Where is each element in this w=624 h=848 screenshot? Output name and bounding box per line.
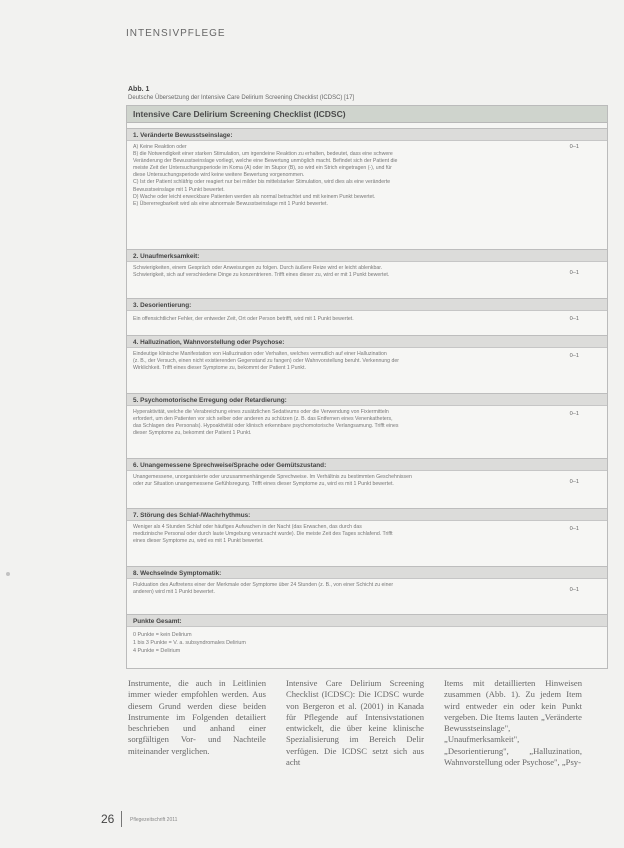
score-range: 0–1 [569, 353, 579, 359]
section-1 [127, 128, 607, 210]
section-text [127, 348, 607, 374]
section-text [127, 471, 607, 490]
text-line: Fluktuation des Auftretens einer der Merkmale oder Symptome über 24 Stunden (z. B., von einer Schicht zu einer [133, 582, 394, 588]
section-5 [127, 393, 607, 439]
figure-label: Abb. 1 [128, 86, 150, 93]
text-line: eines dieser Symptome zu, wird es mit 1 Punkt bewertet. [133, 538, 264, 545]
text-line: E) Übererregbarkeit wird als eine abnormale Bewusstseinslage mit 1 Punkt bewertet. [133, 200, 328, 207]
section-text [127, 521, 607, 547]
score-range: 0–1 [569, 270, 579, 276]
text-line: diese Untersuchungsperiode wird keine weitere Bewertung vorgenommen. [133, 172, 305, 179]
body-column-3: Items mit detaillierten Hinweisen zusammen (Abb. 1). Zu jedem Item wird entweder ein oder kein Punkt vergeben. Die Items lauten „Veränderte Bewusstseinslage", „Unaufmerksamkeit", „Desorientierung", „Halluzination, Wahnvorstellung oder Psychose", „Psy- [444, 678, 582, 768]
section-text [127, 262, 607, 281]
margin-mark [6, 572, 10, 576]
icdsc-table [126, 105, 608, 669]
section-6 [127, 458, 607, 490]
total-row: 0 Punkte = kein Delirium [133, 632, 192, 638]
section-heading: 5. Psychomotorische Erregung oder Retardierung: [127, 393, 607, 406]
text-line: Unangemessene, unorganisierte oder unzusammenhängende Sprechweise. Im Verhältnis zu bestimmten Geschehnissen [133, 474, 412, 480]
section-heading: 2. Unaufmerksamkeit: [127, 249, 607, 262]
section-3 [127, 298, 607, 325]
section-heading: 7. Störung des Schlaf-/Wachrhythmus: [127, 508, 607, 521]
total-row: 4 Punkte = Delirium [133, 648, 181, 654]
section-8 [127, 566, 607, 598]
text-line: Schwierigkeit, sich auf verschiedene Dinge zu konzentrieren. Trifft eines dieser zu, wird er mit 1 Punkt bewertet. [133, 272, 390, 279]
page-number: 26 [101, 812, 115, 826]
text-line: Veränderung der Bewusstseinslage vorliegt, welche eine Bewertung unmöglich macht. Befindet sich der Patient die [133, 158, 398, 165]
text-line: dieser Symptome zu, bekommt der Patient 1 Punkt. [133, 430, 252, 437]
text-line: Eindeutige klinische Manifestation von Halluzination oder Verhalten, welches vermutlich auf einer Halluzination [133, 351, 387, 357]
figure-caption: Deutsche Übersetzung der Intensive Care Delirium Screening Checklist (ICDSC) [17] [128, 95, 355, 101]
section-heading: 8. Wechselnde Symptomatik: [127, 566, 607, 579]
section-2 [127, 249, 607, 281]
text-line: anderen) wird mit 1 Punkt bewertet. [133, 589, 215, 596]
text-line: D) Wache oder leicht erweckbare Patienten werden als normal betrachtet und mit keinem Punkt bewertet. [133, 193, 376, 200]
score-range: 0–1 [569, 526, 579, 532]
section-heading: 4. Halluzination, Wahnvorstellung oder Psychose: [127, 335, 607, 348]
score-range: 0–1 [569, 479, 579, 485]
score-range: 0–1 [569, 316, 579, 322]
text-line: B) die Notwendigkeit einer starken Stimulation, um irgendeine Reaktion zu erhalten, bedeutet, dass eine schwere [133, 151, 393, 158]
section-heading: 1. Veränderte Bewusstseinslage: [127, 128, 607, 141]
section-4 [127, 335, 607, 374]
section-total [127, 614, 607, 654]
text-line: Hyperaktivität, welche die Verabreichung eines zusätzlichen Sedativums oder die Verwendung von Fixiermitteln [133, 409, 389, 415]
text-line: das Schlagen des Personals). Hypoaktivität oder klinisch erkennbare psychomotorische Verlangsamung. Trifft eines [133, 423, 399, 430]
text-line: oder zur Situation unangemessene Gefühlsregung. Trifft eines dieser Symptome zu, wird es mit 1 Punkt bewertet. [133, 481, 394, 488]
section-7 [127, 508, 607, 547]
table-title: Intensive Care Delirium Screening Checklist (ICDSC) [127, 106, 607, 123]
total-row: 1 bis 3 Punkte = V. a. subsyndromales Delirium [133, 640, 246, 646]
footer-source: Pflegezeitschrift 2011 [130, 817, 178, 823]
total-heading: Punkte Gesamt: [127, 614, 607, 627]
footer-divider [121, 811, 122, 827]
text-line: Ein offensichtlicher Fehler, der entweder Zeit, Ort oder Person betrifft, wird mit 1 Punkt bewertet. [133, 316, 354, 322]
body-column-1: Instrumente, die auch in Leitlinien immer wieder empfohlen werden. Aus diesem Grund werden diese beiden Instrumente im Folgenden detailiert beschrieben und anhand einer sorgfältigen Vor- und Nachteile miteinander verglichen. [128, 678, 266, 756]
text-line: Schwierigkeiten, einem Gespräch oder Anweisungen zu folgen. Durch äußere Reize wird er leicht ablenkbar. [133, 265, 383, 271]
section-text [127, 311, 607, 325]
text-line: medizinische Personal oder durch laute Umgebung verursacht wurde). Die meiste Zeit des Tages schlafend. Trifft [133, 531, 393, 538]
text-line: Wirklichkeit. Trifft eines dieser Symptome zu, bekommt der Patient 1 Punkt. [133, 365, 306, 372]
section-text [127, 141, 607, 210]
score-range: 0–1 [569, 587, 579, 593]
section-heading: 6. Unangemessene Sprechweise/Sprache oder Gemütszustand: [127, 458, 607, 471]
text-line: Bewusstseinslage mit 1 Punkt bewertet. [133, 186, 225, 193]
text-line: meiste Zeit der Untersuchungsperiode im Koma (A) oder im Stupor (B), so wird ein Strich eingetragen (-), und für [133, 165, 392, 172]
section-text [127, 406, 607, 439]
running-head: INTENSIVPFLEGE [126, 28, 226, 39]
score-range: 0–1 [569, 411, 579, 417]
body-column-2: Intensive Care Delirium Screening Checklist (ICDSC): Die ICDSC wurde von Bergeron et al. (2001) in Kanada für Pflegende auf Intensivstationen entwickelt, die über keine klinische Spezialisierung im Bereich Delir verfügen. Die ICDSC setzt sich aus acht [286, 678, 424, 768]
score-range: 0–1 [569, 144, 579, 150]
section-text [127, 579, 607, 598]
text-line: (z. B., der Versuch, einen nicht existierenden Gegenstand zu fangen) oder Wahnvorstellung beruht. Verkennung der [133, 358, 399, 365]
text-line: A) Keine Reaktion oder [133, 144, 187, 150]
section-heading: 3. Desorientierung: [127, 298, 607, 311]
text-line: erfordert, um den Patienten vor sich selber oder anderen zu schützen (z. B. das Entfernen eines Venenkatheters, [133, 416, 393, 423]
text-line: C) Ist der Patient schläfrig oder reagiert nur bei milder bis mittelstarker Stimulation, wird dies als eine veränderte [133, 179, 391, 186]
text-line: Weniger als 4 Stunden Schlaf oder häufiges Aufwachen in der Nacht (das Erwachen, das durch das [133, 524, 362, 530]
